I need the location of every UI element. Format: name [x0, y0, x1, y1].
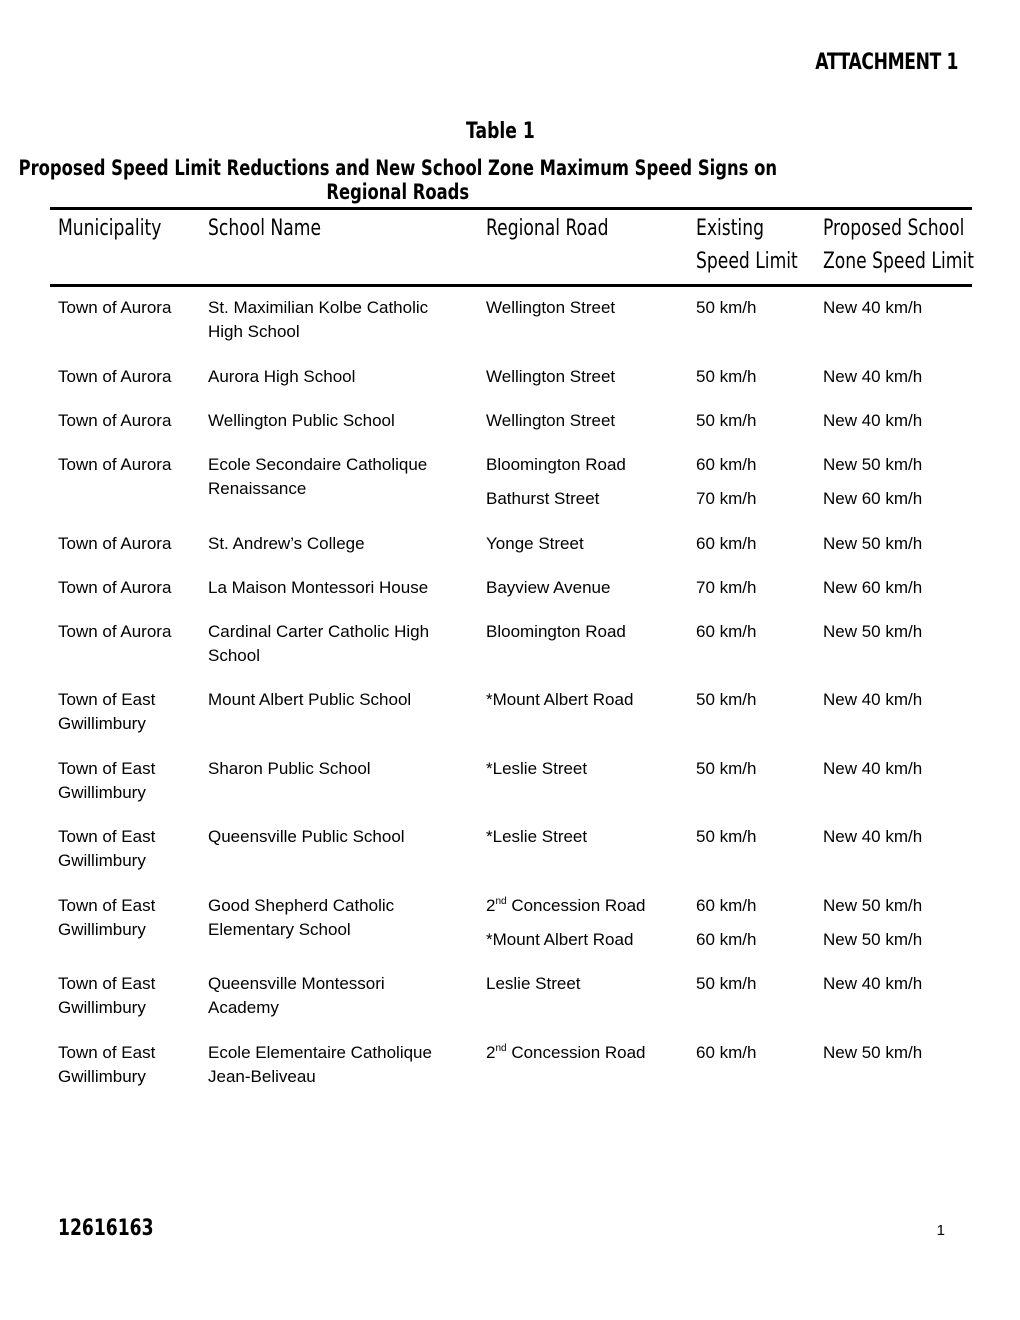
- regional-road-cell: Leslie Street: [486, 974, 581, 993]
- proposed-speed-cell: New 60 km/h: [823, 578, 923, 597]
- existing-speed-cell: 70 km/h: [696, 578, 757, 597]
- proposed-speed-cell: New 50 km/h: [823, 896, 923, 915]
- regional-road-cell: *Leslie Street: [486, 827, 588, 846]
- regional-road-cell: Yonge Street: [486, 534, 584, 553]
- proposed-speed-cell: New 40 km/h: [823, 827, 923, 846]
- regional-road-cell: *Mount Albert Road: [486, 690, 634, 709]
- school-name-cell: La Maison Montessori House: [208, 578, 429, 597]
- table-subtitle: Proposed Speed Limit Reductions and New School Zone Maximum Speed Signs on Regional Roads: [18, 156, 778, 204]
- municipality-cell: Town of East: [58, 690, 156, 709]
- proposed-speed-cell-2: New 60 km/h: [823, 489, 923, 508]
- regional-road-cell: 2nd Concession Road: [486, 896, 646, 915]
- regional-road-cell: Wellington Street: [486, 298, 616, 317]
- regional-road-cell: Bayview Avenue: [486, 578, 611, 597]
- school-name-cell: Mount Albert Public School: [208, 690, 412, 709]
- municipality-cell: Town of Aurora: [58, 411, 172, 430]
- proposed-speed-cell-2: New 50 km/h: [823, 930, 923, 949]
- school-name-cell-line2: School: [208, 646, 260, 665]
- municipality-cell: Town of Aurora: [58, 534, 172, 553]
- municipality-cell-line2: Gwillimbury: [58, 783, 146, 802]
- existing-speed-cell-2: 70 km/h: [696, 489, 757, 508]
- school-name-cell: Ecole Elementaire Catholique: [208, 1043, 432, 1062]
- existing-speed-cell: 60 km/h: [696, 455, 757, 474]
- proposed-speed-cell: New 50 km/h: [823, 534, 923, 553]
- municipality-cell: Town of East: [58, 759, 156, 778]
- municipality-cell-line2: Gwillimbury: [58, 998, 146, 1017]
- school-name-cell-line2: High School: [208, 322, 300, 341]
- school-name-cell: Sharon Public School: [208, 759, 371, 778]
- school-name-cell: St. Maximilian Kolbe Catholic: [208, 298, 429, 317]
- proposed-speed-cell: New 40 km/h: [823, 367, 923, 386]
- proposed-speed-cell: New 40 km/h: [823, 298, 923, 317]
- existing-speed-cell: 50 km/h: [696, 367, 757, 386]
- existing-speed-cell: 60 km/h: [696, 534, 757, 553]
- existing-speed-cell-2: 60 km/h: [696, 930, 757, 949]
- proposed-speed-cell: New 50 km/h: [823, 455, 923, 474]
- municipality-cell: Town of Aurora: [58, 622, 172, 641]
- school-name-cell: Cardinal Carter Catholic High: [208, 622, 430, 641]
- header-school-name: School Name: [208, 216, 322, 241]
- municipality-cell: Town of Aurora: [58, 367, 172, 386]
- municipality-cell: Town of Aurora: [58, 298, 172, 317]
- table-top-rule: [50, 207, 972, 210]
- school-name-cell: Wellington Public School: [208, 411, 395, 430]
- regional-road-cell-2: Bathurst Street: [486, 489, 600, 508]
- school-name-cell: St. Andrew’s College: [208, 534, 365, 553]
- proposed-speed-cell: New 40 km/h: [823, 690, 923, 709]
- municipality-cell-line2: Gwillimbury: [58, 1067, 146, 1086]
- existing-speed-cell: 50 km/h: [696, 411, 757, 430]
- document-id: 12616163: [58, 1216, 154, 1241]
- proposed-speed-cell: New 40 km/h: [823, 974, 923, 993]
- existing-speed-cell: 60 km/h: [696, 896, 757, 915]
- municipality-cell-line2: Gwillimbury: [58, 920, 146, 939]
- regional-road-cell-2: *Mount Albert Road: [486, 930, 634, 949]
- school-name-cell: Queensville Montessori: [208, 974, 385, 993]
- municipality-cell: Town of East: [58, 827, 156, 846]
- municipality-cell: Town of East: [58, 896, 156, 915]
- school-name-cell: Ecole Secondaire Catholique: [208, 455, 428, 474]
- existing-speed-cell: 60 km/h: [696, 622, 757, 641]
- municipality-cell: Town of East: [58, 1043, 156, 1062]
- header-proposed-speed-limit: Proposed School Zone Speed Limit: [823, 216, 974, 274]
- school-name-cell-line2: Elementary School: [208, 920, 351, 939]
- table-header-rule: [50, 284, 972, 287]
- header-regional-road: Regional Road: [486, 216, 609, 241]
- page-number: 1: [936, 1222, 945, 1239]
- table-title: Table 1: [465, 119, 535, 144]
- regional-road-cell: *Leslie Street: [486, 759, 588, 778]
- school-name-cell-line2: Jean-Beliveau: [208, 1067, 316, 1086]
- school-name-cell: Queensville Public School: [208, 827, 405, 846]
- regional-road-cell: Wellington Street: [486, 411, 616, 430]
- school-name-cell-line2: Renaissance: [208, 479, 307, 498]
- existing-speed-cell: 50 km/h: [696, 690, 757, 709]
- existing-speed-cell: 50 km/h: [696, 759, 757, 778]
- regional-road-cell: Bloomington Road: [486, 622, 626, 641]
- municipality-cell-line2: Gwillimbury: [58, 714, 146, 733]
- school-name-cell: Good Shepherd Catholic: [208, 896, 395, 915]
- existing-speed-cell: 50 km/h: [696, 827, 757, 846]
- regional-road-cell: Bloomington Road: [486, 455, 626, 474]
- existing-speed-cell: 60 km/h: [696, 1043, 757, 1062]
- regional-road-cell: Wellington Street: [486, 367, 616, 386]
- municipality-cell: Town of Aurora: [58, 578, 172, 597]
- existing-speed-cell: 50 km/h: [696, 974, 757, 993]
- attachment-label: ATTACHMENT 1: [815, 50, 958, 75]
- proposed-speed-cell: New 40 km/h: [823, 759, 923, 778]
- regional-road-cell: 2nd Concession Road: [486, 1043, 646, 1062]
- existing-speed-cell: 50 km/h: [696, 298, 757, 317]
- proposed-speed-cell: New 50 km/h: [823, 622, 923, 641]
- proposed-speed-cell: New 50 km/h: [823, 1043, 923, 1062]
- municipality-cell-line2: Gwillimbury: [58, 851, 146, 870]
- proposed-speed-cell: New 40 km/h: [823, 411, 923, 430]
- municipality-cell: Town of Aurora: [58, 455, 172, 474]
- school-name-cell-line2: Academy: [208, 998, 279, 1017]
- header-municipality: Municipality: [58, 216, 162, 241]
- header-existing-speed-limit: Existing Speed Limit: [696, 216, 798, 274]
- municipality-cell: Town of East: [58, 974, 156, 993]
- school-name-cell: Aurora High School: [208, 367, 356, 386]
